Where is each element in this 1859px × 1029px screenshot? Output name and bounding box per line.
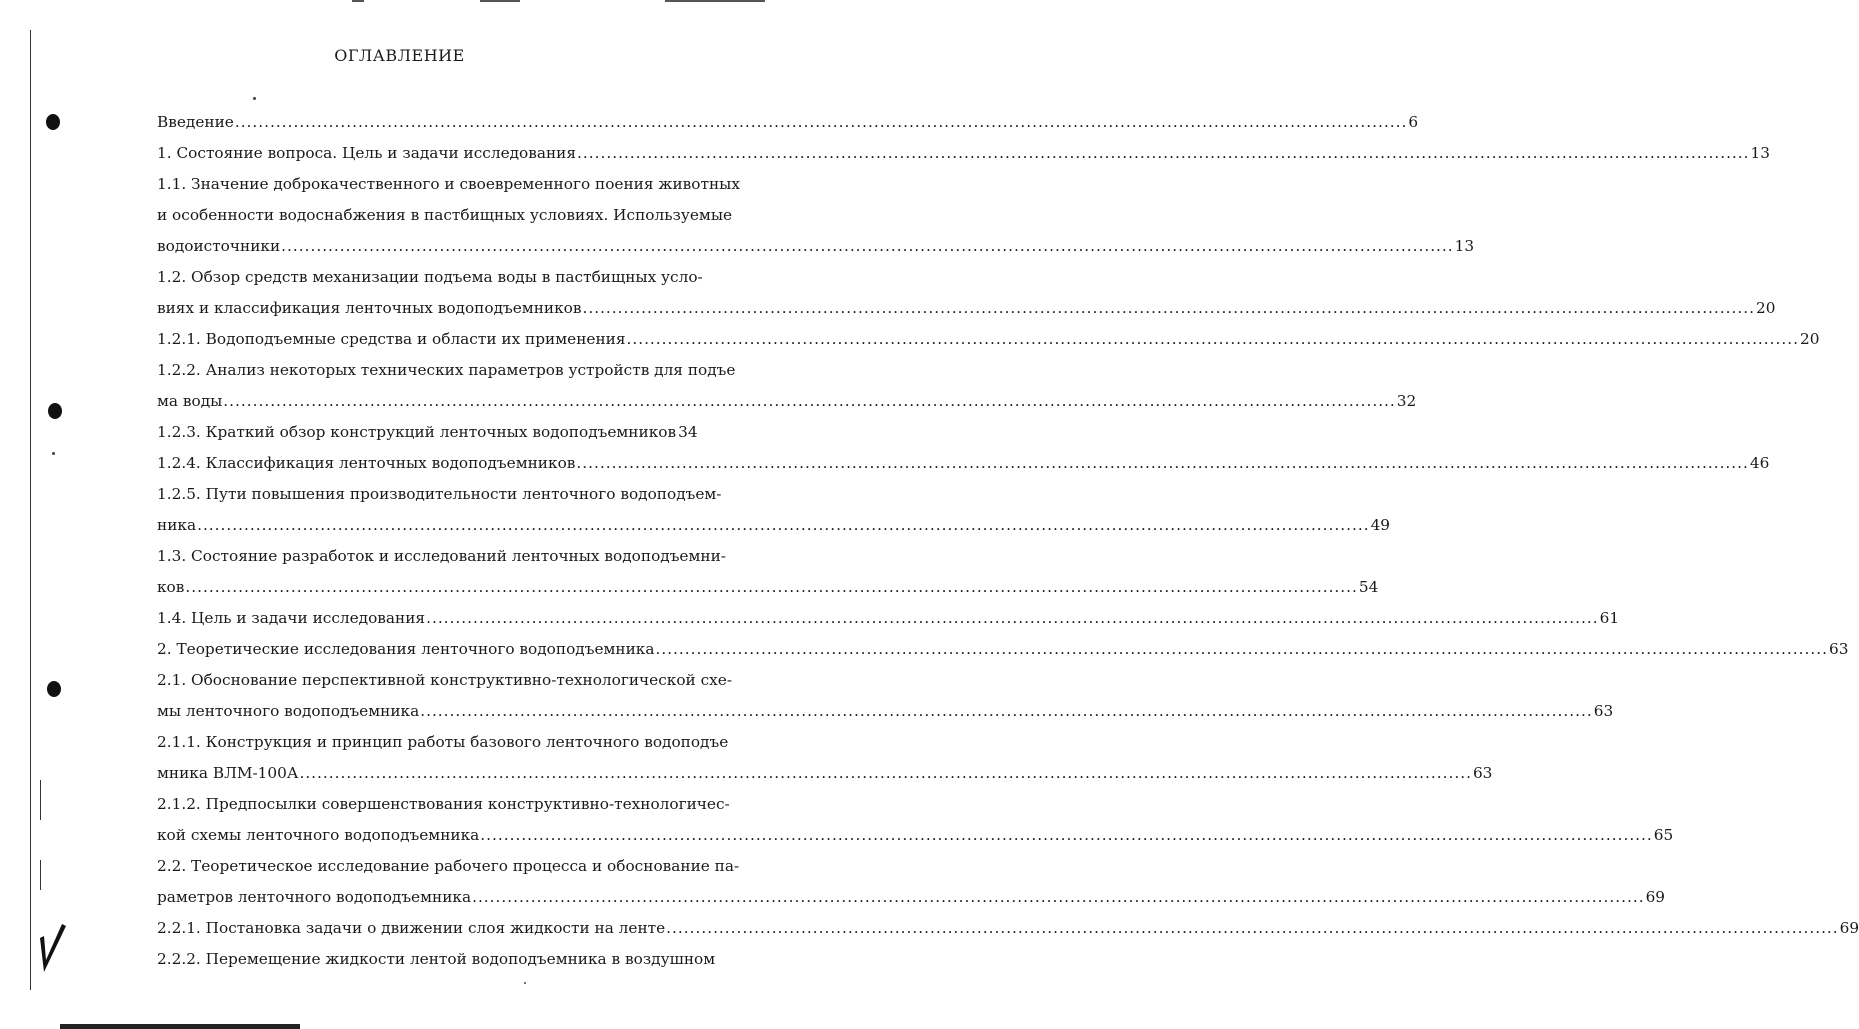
toc-entry: мы ленточного водоподъемника ..... 63 (157, 699, 691, 723)
leader-dots (666, 916, 1839, 940)
leader-dots (299, 761, 1472, 785)
toc-entry: 1.2.3. Краткий обзор конструкций ленточных водоподъемников 34 (157, 423, 698, 441)
toc-entry: 1.1. Значение доброкачественного и своевременного поения животных (157, 175, 740, 193)
page-title: ОГЛАВЛЕНИЕ (334, 46, 465, 65)
margin-tick (40, 860, 41, 890)
toc-entry: мника ВЛМ-100А ..... 63 (157, 761, 691, 785)
scan-top-mark (480, 0, 520, 2)
leader-dots (185, 575, 1358, 599)
punch-hole (46, 114, 60, 130)
toc-entry: 1. Состояние вопроса. Цель и задачи исследования ..... 13 (157, 141, 691, 165)
leader-dots (577, 141, 1750, 165)
scan-speck (253, 97, 256, 100)
toc-entry: Введение ..... 6 (157, 110, 691, 134)
toc-entry: раметров ленточного водоподъемника ..... 69 (157, 885, 691, 909)
leader-dots (582, 296, 1755, 320)
punch-hole (48, 403, 62, 419)
toc-entry: 2. Теоретические исследования ленточного водоподъемника ..... 63 (157, 637, 691, 661)
scan-top-mark (352, 0, 364, 2)
toc-entry: 2.1.2. Предпосылки совершенствования конструктивно-технологичес- (157, 795, 730, 813)
leader-dots (626, 327, 1799, 351)
toc-entry: 1.4. Цель и задачи исследования ..... 61 (157, 606, 691, 630)
toc-entry: 1.2.2. Анализ некоторых технических параметров устройств для подъе (157, 361, 736, 379)
left-margin-line (30, 30, 31, 990)
toc-entry: 1.2. Обзор средств механизации подъема воды в пастбищных усло- (157, 268, 703, 286)
toc-entry: ков ..... 54 (157, 575, 691, 599)
toc-entry: ма воды ..... 32 (157, 389, 691, 413)
toc-entry: 1.3. Состояние разработок и исследований ленточных водоподъемни- (157, 547, 726, 565)
toc-entry: 2.2.2. Перемещение жидкости лентой водоподъемника в воздушном (157, 950, 716, 968)
leader-dots (472, 885, 1645, 909)
toc-entry: 2.2.1. Постановка задачи о движении слоя жидкости на ленте ..... 69 (157, 916, 691, 940)
leader-dots (426, 606, 1599, 630)
scan-bottom-edge (60, 1024, 300, 1029)
toc-entry: и особенности водоснабжения в пастбищных условиях. Используемые (157, 206, 733, 224)
scan-top-mark (665, 0, 765, 2)
leader-dots (576, 451, 1749, 475)
scan-speck (52, 452, 55, 455)
toc-entry: 1.2.5. Пути повышения производительности ленточного водоподъем- (157, 485, 722, 503)
toc-entry: виях и классификация ленточных водоподъемников ..... 20 (157, 296, 691, 320)
toc-entry: ника ..... 49 (157, 513, 691, 537)
leader-dots (235, 110, 1408, 134)
leader-dots (223, 389, 1396, 413)
margin-tick (40, 780, 41, 820)
leader-dots (281, 234, 1454, 258)
leader-dots (480, 823, 1653, 847)
scan-speck (524, 982, 526, 984)
leader-dots (420, 699, 1593, 723)
toc-entry: водоисточники ..... 13 (157, 234, 691, 258)
toc-entry: 2.1. Обоснование перспективной конструктивно-технологической схе- (157, 671, 733, 689)
toc-entry: 2.2. Теоретическое исследование рабочего процесса и обоснование па- (157, 857, 740, 875)
punch-hole (47, 681, 61, 697)
toc-entry: 1.2.4. Классификация ленточных водоподъемников ..... 46 (157, 451, 691, 475)
toc-entry: 2.1.1. Конструкция и принцип работы базового ленточного водоподъе (157, 733, 729, 751)
toc-entry: кой схемы ленточного водоподъемника ..... 65 (157, 823, 691, 847)
leader-dots (197, 513, 1370, 537)
pen-mark-icon (36, 920, 72, 980)
toc-entry: 1.2.1. Водоподъемные средства и области их применения ..... 20 (157, 327, 691, 351)
leader-dots (655, 637, 1828, 661)
